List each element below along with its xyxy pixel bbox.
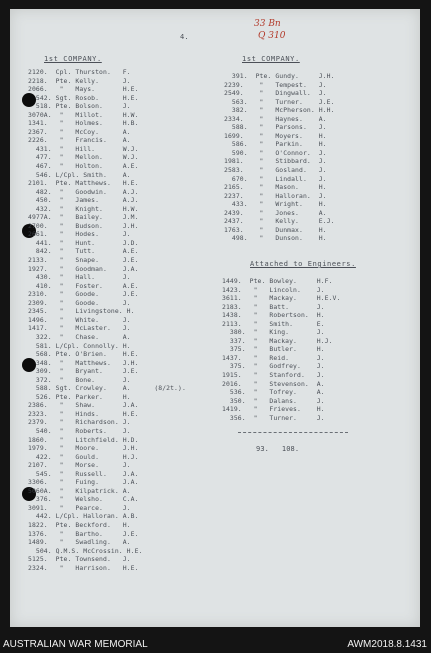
roll-entry: 1496. " White. J.	[28, 315, 131, 324]
roll-entry: 842. " Tutt. A.E.	[28, 247, 139, 256]
roll-entry: 1927. " Goodman. J.A.	[28, 264, 139, 273]
roll-entry: 391. Pte. Gundy. J.H.	[224, 72, 335, 80]
attached-entry: 2113. " Smith. E.	[222, 319, 325, 328]
attached-entry: 337. " Mackay. H.J.	[222, 336, 333, 345]
roll-entry: 2379. " Richardson. J.	[28, 418, 131, 427]
roll-entry: 5125. Pte. Townsend. J.	[28, 555, 131, 564]
roll-entry: 590. " O'Connor. J.	[224, 148, 327, 157]
roll-entry: 382. " McPherson. H.H.	[224, 106, 335, 115]
attached-entry: 350. " Dalans. J.	[222, 396, 325, 405]
roll-entry: 2107. " Morse. J.	[28, 461, 131, 470]
roll-entry: 581. L/Cpl. Connolly. H.	[28, 341, 131, 350]
roll-entry: 2239. " Tempest. J.	[224, 80, 327, 89]
attached-list	[222, 277, 340, 422]
roll-entry: 2323. " Hinds. H.E.	[28, 409, 139, 418]
attached-entry: 1419. " Frieves. H.	[222, 405, 325, 414]
roll-entry: 2700. " Budson. J.H.	[28, 221, 139, 230]
roll-entry: 5060A. " Kilpatrick. A.	[28, 486, 131, 495]
roll-entry: 3091. " Pearce. J.	[28, 503, 131, 512]
roll-entry: 498. " Dunson. H.	[224, 234, 327, 243]
total-rule	[238, 432, 348, 433]
roll-entry: 442. L/Cpl. Halloran. A.B.	[28, 512, 139, 521]
attached-entry: 2016. " Stevenson. A.	[222, 379, 325, 388]
archive-footer	[0, 636, 431, 653]
roll-entry: 1489. " Swadling. A.	[28, 538, 131, 547]
roll-entry: 2439. " Jones. A.	[224, 208, 327, 217]
roll-entry: 467. " Holton. A.E.	[28, 162, 139, 171]
roll-entry: 2386. " Shaw. J.A.	[28, 401, 139, 410]
attached-entry: 3611. " Mackay. H.E.V.	[222, 294, 341, 303]
total-count: 93. 108.	[256, 445, 300, 453]
roll-entry: 1981. " Stibbard. J.	[224, 157, 327, 166]
roll-entry: 3306. " Fuing. J.A.	[28, 478, 139, 487]
roll-entry: 2437. " Kelly. E.J.	[224, 217, 335, 226]
roll-entry: 545. " Russell. J.A.	[28, 469, 139, 478]
roll-entry: 546. L/Cpl. Smith. A.	[28, 170, 131, 179]
roll-entry: 563. " Turner. J.E.	[224, 97, 335, 106]
roll-entry: 2549. " Dingwall. J.	[224, 89, 327, 98]
attached-entry: 1423. " Lincoln. J.	[222, 285, 325, 294]
roll-entry: 568. Pte. O'Brien. H.E.	[28, 350, 139, 359]
left-column-heading: 1st COMPANY.	[44, 55, 102, 63]
roll-entry: 4977A. " Bailey. J.M.	[28, 213, 139, 222]
right-column-heading: 1st COMPANY.	[242, 55, 300, 63]
roll-entry: 526. Pte. Parker. H.	[28, 392, 131, 401]
roll-entry: 1763. " Dunmax. H.	[224, 225, 327, 234]
roll-entry: 376. " Welsho. C.A.	[28, 495, 139, 504]
roll-entry: 477. " Mellon. W.J.	[28, 153, 139, 162]
roll-entry: 432. " Knight. H.W.	[28, 204, 139, 213]
handwritten-annotation-battalion: 33 Bn	[254, 19, 281, 29]
roll-entry: 2367. " McCoy. A.	[28, 127, 131, 136]
roll-entry: 586. " Parkin. H.	[224, 140, 327, 149]
right-column-list	[224, 72, 335, 243]
attached-entry: 356. " Turner. J.	[222, 413, 325, 422]
handwritten-annotation-reference: Q 310	[258, 31, 286, 41]
roll-entry: 422. " Gould. H.J.	[28, 452, 139, 461]
roll-entry: 431. " Hill. W.J.	[28, 144, 139, 153]
attached-entry: 375. " Godfrey. J.	[222, 362, 325, 371]
roll-entry: 3070A. " Millot. H.W.	[28, 110, 139, 119]
roll-entry: 430. " Hall. J.	[28, 273, 131, 282]
roll-entry: 2237. " Halloran. J.	[224, 191, 327, 200]
roll-entry: 433. " Wright. H.	[224, 200, 327, 209]
roll-entry: 2334. " Haynes. A.	[224, 114, 327, 123]
roll-entry: 372. " Bone. J.	[28, 375, 131, 384]
attached-entry: 1437. " Reid. J.	[222, 353, 325, 362]
roll-entry: 670. " Lindall. J.	[224, 174, 327, 183]
attached-entry: 375. " Butler. H.	[222, 345, 325, 354]
roll-entry: 2066. " Mays. H.E.	[28, 85, 139, 94]
roll-entry: 2101. Pte. Matthews. H.E.	[28, 179, 139, 188]
roll-entry: 588. " Parsons. J.	[224, 123, 327, 132]
roll-entry: 2120. Cpl. Thurston. F.	[28, 68, 131, 76]
roll-entry: 1341. " Holmes. H.B.	[28, 119, 139, 128]
roll-entry: 2345. " Livingstone. H.	[28, 307, 135, 316]
roll-entry: 1822. Pte. Beckford. H.	[28, 520, 131, 529]
roll-entry: 2309. " Goode. J.	[28, 298, 131, 307]
roll-entry: 1979. " Moore. J.H.	[28, 444, 139, 453]
roll-entry: 322. " Chase. A.	[28, 332, 131, 341]
roll-entry: 2324. " Harrison. H.E.	[28, 563, 139, 572]
footer-accession-number: AWM2018.8.1431	[347, 639, 427, 650]
attached-entry: 536. " Tofrey. A.	[222, 388, 325, 397]
roll-entry: 1860. " Litchfield. H.D.	[28, 435, 139, 444]
roll-entry: 450. " James. A.J.	[28, 196, 139, 205]
attached-entry: 380. " King. J.	[222, 328, 325, 337]
roll-entry: 540. " Roberts. J.	[28, 426, 131, 435]
attached-entry: 1438. " Robertson. H.	[222, 311, 325, 320]
roll-entry: 542. Sgt. Rosob. H.E.	[28, 93, 139, 102]
roll-entry: 588. Sgt. Crowley. A. (8/2t.).	[28, 384, 186, 393]
roll-entry: 2218. Pte. Kelly. J.	[28, 76, 131, 85]
roll-entry: 2226. " Francis. A.	[28, 136, 131, 145]
roll-entry: 2133. " Snape. J.E.	[28, 256, 139, 265]
roll-entry: 441. " Hunt. J.D.	[28, 238, 139, 247]
roll-entry: 504. Q.M.S. McCrossin. H.E.	[28, 546, 143, 555]
roll-entry: 482. " Goodwin. A.J.	[28, 187, 139, 196]
attached-entry: 2183. " Batt. J.	[222, 302, 325, 311]
roll-entry: 309. " Bryant. J.E.	[28, 367, 139, 376]
roll-entry: 2165. " Mason. H.	[224, 183, 327, 192]
attached-heading: Attached to Engineers.	[250, 260, 356, 268]
roll-entry: 518. Pte. Bolson. J.	[28, 102, 131, 111]
roll-entry: 2583. " Gosland. J.	[224, 166, 327, 175]
roll-entry: 2661. " Hodes. J.	[28, 230, 131, 239]
attached-entry: 1915. " Stanford. J.	[222, 371, 325, 380]
roll-entry: 2310. " Goode. J.E.	[28, 290, 139, 299]
document-page	[10, 9, 420, 627]
roll-entry: 348. " Matthews. J.H.	[28, 358, 139, 367]
page-number: 4.	[180, 33, 189, 41]
left-column-list	[28, 68, 186, 572]
footer-institution: AUSTRALIAN WAR MEMORIAL	[3, 639, 148, 650]
roll-entry: 1376. " Bartho. J.E.	[28, 529, 139, 538]
roll-entry: 1417. " McLaster. J.	[28, 324, 131, 333]
roll-entry: 1699. " Moyers. H.	[224, 131, 327, 140]
attached-entry: 1449. Pte. Bowley. H.F.	[222, 277, 333, 285]
roll-entry: 410. " Foster. A.E.	[28, 281, 139, 290]
